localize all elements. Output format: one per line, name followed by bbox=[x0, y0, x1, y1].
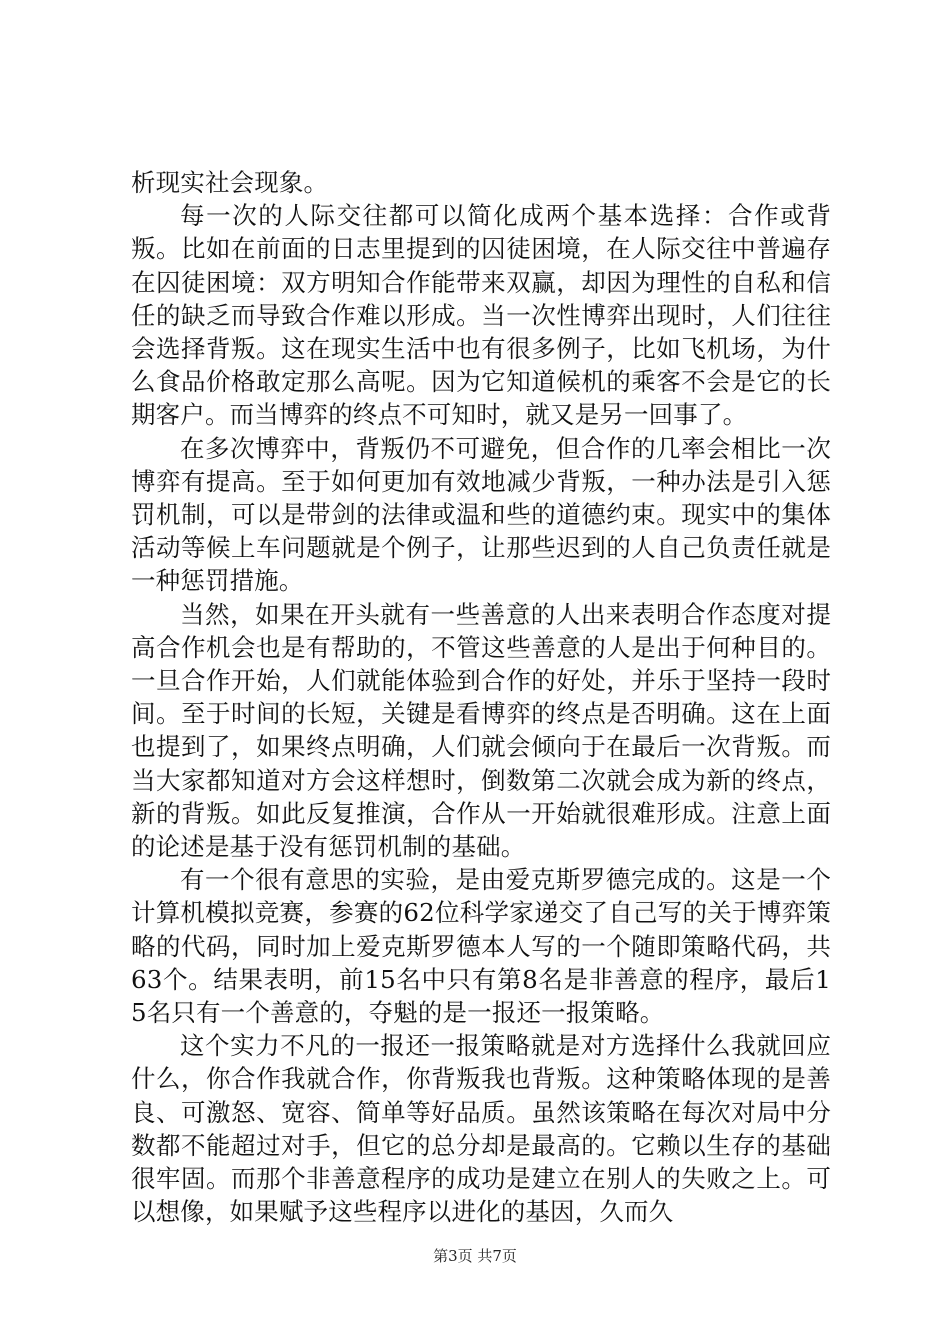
paragraph-tit-for-tat: 这个实力不凡的一报还一报策略就是对方选择什么我就回应什么，你合作我就合作，你背叛我也背叛。这种策略体现的是善良、可激怒、宽容、简单等好品质。虽然该策略在每次对局中分数都不能超过对手，但它的总分却是最高的。它赖以生存的基础很牢固。而那个非善意程序的成功是建立在别人的失败之上。可以想像，如果赋予这些程序以进化的基因，久而久 bbox=[131, 1031, 831, 1227]
paragraph-axelrod-experiment: 有一个很有意思的实验，是由爱克斯罗德完成的。这是一个计算机模拟竞赛，参赛的62位科学家递交了自己写的关于博弈策略的代码，同时加上爱克斯罗德本人写的一个随即策略代码，共63个。结果表明，前15名中只有第8名是非善意的程序，最后15名只有一个善意的，夺魁的是一报还一报策略。 bbox=[131, 865, 831, 1028]
paragraph-goodwill: 当然，如果在开头就有一些善意的人出来表明合作态度对提高合作机会也是有帮助的，不管这些善意的人是出于何种目的。一旦合作开始，人们就能体验到合作的好处，并乐于坚持一段时间。至于时间的长短，关键是看博弈的终点是否明确。这在上面也提到了，如果终点明确，人们就会倾向于在最后一次背叛。而当大家都知道对方会这样想时，倒数第二次就会成为新的终点，新的背叛。如此反复推演，合作从一开始就很难形成。注意上面的论述是基于没有惩罚机制的基础。 bbox=[131, 599, 831, 862]
body-text bbox=[131, 166, 831, 1229]
paragraph-continuation: 析现实社会现象。 bbox=[131, 168, 329, 197]
paragraph-repeated-game: 在多次博弈中，背叛仍不可避免，但合作的几率会相比一次博弈有提高。至于如何更加有效地减少背叛，一种办法是引入惩罚机制，可以是带剑的法律或温和些的道德约束。现实中的集体活动等候上车问题就是个例子，让那些迟到的人自己负责任就是一种惩罚措施。 bbox=[131, 433, 831, 596]
paragraph-prisoners-dilemma: 每一次的人际交往都可以简化成两个基本选择：合作或背叛。比如在前面的日志里提到的囚徒困境，在人际交往中普遍存在囚徒困境：双方明知合作能带来双赢，却因为理性的自私和信任的缺乏而导致合作难以形成。当一次性博弈出现时，人们往往会选择背叛。这在现实生活中也有很多例子，比如飞机场，为什么食品价格敢定那么高呢。因为它知道候机的乘客不会是它的长期客户。而当博弈的终点不可知时，就又是另一回事了。 bbox=[131, 201, 831, 430]
page-footer: 第3页 共7页 bbox=[433, 1247, 517, 1265]
